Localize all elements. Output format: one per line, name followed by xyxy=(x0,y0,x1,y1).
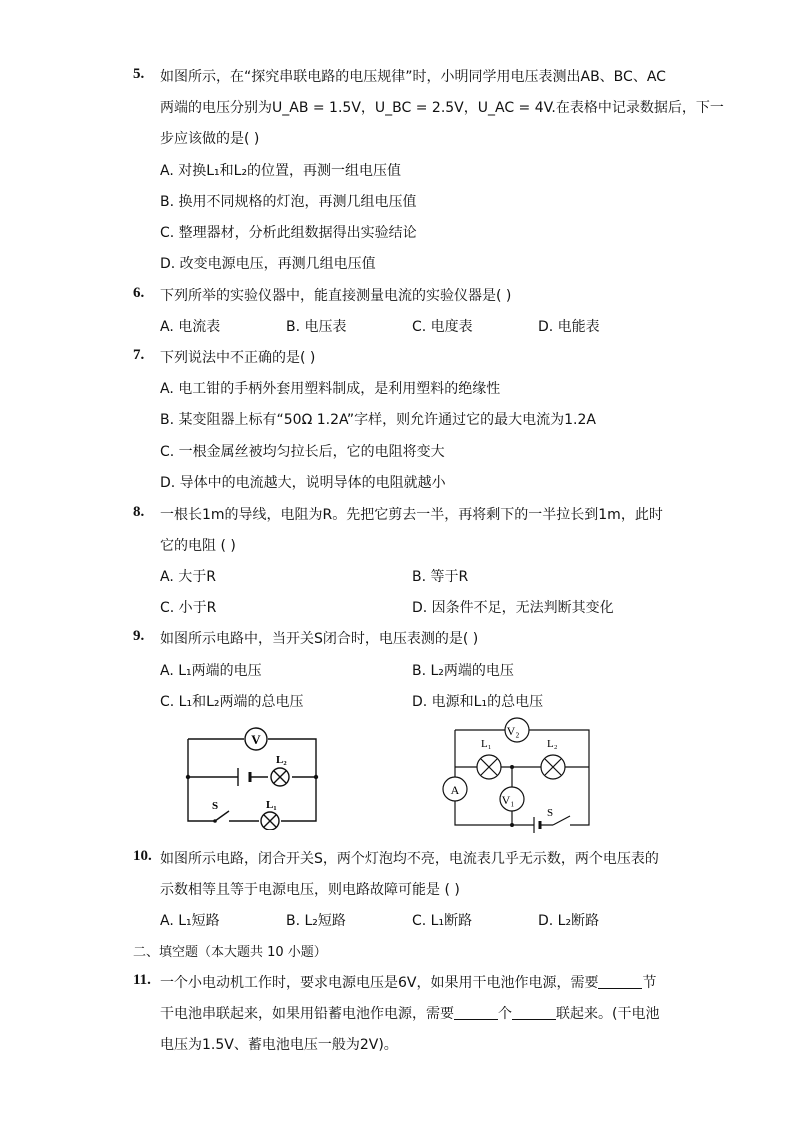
ammeter-label: A xyxy=(450,783,460,797)
question-text: 一个小电动机工作时，要求电源电压是6V，如果用干电池作电源，需要 节 xyxy=(160,975,657,991)
question-text: 下列说法中不正确的是( ) xyxy=(160,350,316,366)
option-a: A. L₁短路 xyxy=(160,913,220,929)
option-b: B. 等于R xyxy=(412,569,469,585)
question-number: 9. xyxy=(133,628,145,644)
lamp-label: L₁ xyxy=(481,738,492,750)
question-text: 如图所示，在“探究串联电路的电压规律”时，小明同学用电压表测出AB、BC、AC xyxy=(160,69,666,85)
question-text: 两端的电压分别为U_AB = 1.5V，U_BC = 2.5V，U_AC = 4V.在表格中记录数据后，下一 xyxy=(160,100,724,116)
question-number: 7. xyxy=(133,347,145,363)
answer-blank[interactable] xyxy=(454,1005,498,1020)
option-a: A. 对换L₁和L₂的位置，再测一组电压值 xyxy=(160,163,402,179)
question-text: 电压为1.5V、蓄电池电压一般为2V)。 xyxy=(160,1037,398,1053)
option-c: C. 小于R xyxy=(160,600,217,616)
circuit-diagram-q9 xyxy=(180,725,325,830)
option-c: C. L₁断路 xyxy=(412,913,473,929)
option-d: D. 电源和L₁的总电压 xyxy=(412,694,544,710)
option-d: D. 电能表 xyxy=(538,319,600,335)
question-text: 干电池串联起来，如果用铅蓄电池作电源，需要 个 联起来。(干电池 xyxy=(160,1006,660,1022)
option-b: B. 某变阻器上标有“50Ω 1.2A”字样，则允许通过它的最大电流为1.2A xyxy=(160,412,596,428)
option-b: B. 换用不同规格的灯泡，再测几组电压值 xyxy=(160,194,417,210)
lamp-label: L₁ xyxy=(266,799,277,811)
lamp-label: L₂ xyxy=(276,754,287,766)
option-d: D. 因条件不足，无法判断其变化 xyxy=(412,600,614,616)
option-c: C. 整理器材，分析此组数据得出实验结论 xyxy=(160,225,417,241)
option-d: D. L₂断路 xyxy=(538,913,600,929)
option-c: C. 一根金属丝被均匀拉长后，它的电阻将变大 xyxy=(160,444,445,460)
question-text: 示数相等且等于电源电压，则电路故障可能是 ( ) xyxy=(160,882,460,898)
option-b: B. 电压表 xyxy=(286,319,347,335)
question-number: 11. xyxy=(133,972,151,988)
section-heading: 二、填空题（本大题共 10 小题） xyxy=(133,945,327,960)
option-a: A. 电工钳的手柄外套用塑料制成，是利用塑料的绝缘性 xyxy=(160,381,501,397)
option-b: B. L₂两端的电压 xyxy=(412,663,514,679)
question-text: 如图所示电路中，当开关S闭合时，电压表测的是( ) xyxy=(160,631,479,647)
question-text: 如图所示电路，闭合开关S，两个灯泡均不亮，电流表几乎无示数，两个电压表的 xyxy=(160,851,659,867)
voltmeter-label: V xyxy=(251,732,261,747)
option-a: A. 大于R xyxy=(160,569,216,585)
switch-label: S xyxy=(547,807,554,819)
lamp-label: L₂ xyxy=(547,738,558,750)
answer-blank[interactable] xyxy=(598,974,642,989)
answer-blank[interactable] xyxy=(512,1005,556,1020)
question-text: 一根长1m的导线，电阻为R。先把它剪去一半，再将剩下的一半拉长到1m，此时 xyxy=(160,507,663,523)
question-number: 6. xyxy=(133,285,145,301)
question-number: 8. xyxy=(133,504,145,520)
switch-label: S xyxy=(212,800,219,812)
option-c: C. 电度表 xyxy=(412,319,473,335)
switch-icon xyxy=(553,816,570,825)
option-d: D. 改变电源电压，再测几组电压值 xyxy=(160,256,376,272)
option-c: C. L₁和L₂两端的总电压 xyxy=(160,694,304,710)
option-b: B. L₂短路 xyxy=(286,913,346,929)
option-a: A. L₁两端的电压 xyxy=(160,663,262,679)
circuit-diagram-q10 xyxy=(435,715,595,835)
voltmeter-label: V₂ xyxy=(506,724,520,738)
option-a: A. 电流表 xyxy=(160,319,221,335)
question-number: 5. xyxy=(133,66,145,82)
question-number: 10. xyxy=(133,848,152,864)
question-text: 下列所举的实验仪器中，能直接测量电流的实验仪器是( ) xyxy=(160,288,512,304)
question-text: 它的电阻 ( ) xyxy=(160,538,236,554)
voltmeter-label: V₁ xyxy=(501,793,515,807)
option-d: D. 导体中的电流越大，说明导体的电阻就越小 xyxy=(160,475,446,491)
question-text: 步应该做的是( ) xyxy=(160,131,260,147)
switch-icon xyxy=(215,811,229,821)
